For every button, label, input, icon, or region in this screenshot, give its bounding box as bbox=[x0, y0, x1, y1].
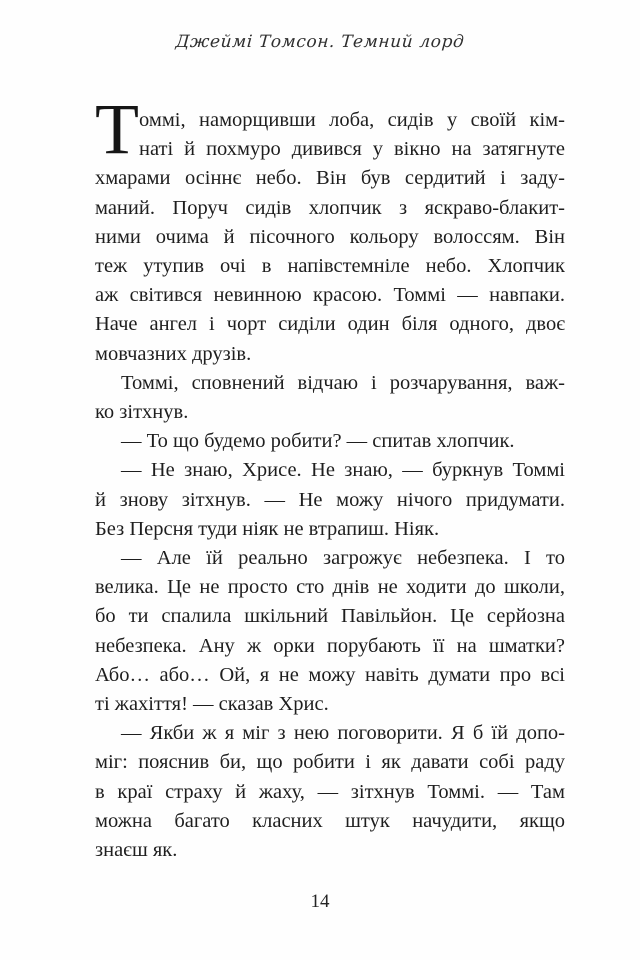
text-line: Томмі, сповнений відчаю і розчарування, важ- bbox=[121, 371, 565, 394]
paragraph bbox=[95, 544, 565, 719]
text-line: мовчазних друзів. bbox=[95, 342, 252, 365]
text-line: Або… або… Ой, я не можу навіть думати про всі bbox=[95, 663, 565, 686]
drop-cap: Т bbox=[95, 89, 139, 169]
text-line: міг: пояснив би, що робити і як давати собі раду bbox=[95, 751, 565, 774]
text-line: — Якби ж я міг з нею поговорити. Я б їй допо- bbox=[121, 722, 565, 745]
text-line: ко зітхнув. bbox=[95, 401, 189, 424]
text-line: теж утупив очі в напівстемніле небо. Хлопчик bbox=[95, 255, 565, 278]
text-line: й знову зітхнув. — Не можу нічого придумати. bbox=[95, 488, 565, 511]
text-line: ті жахіття! — сказав Хрис. bbox=[95, 693, 329, 716]
text-line: — Але їй реально загрожує небезпека. І то bbox=[121, 547, 565, 570]
text-line: маний. Поруч сидів хлопчик з яскраво-блакит- bbox=[95, 196, 565, 219]
paragraph bbox=[95, 89, 565, 369]
text-line: — То що будемо робити? — спитав хлопчик. bbox=[121, 430, 515, 453]
paragraph bbox=[95, 719, 565, 865]
paragraph bbox=[95, 369, 565, 427]
text-line: ними очима й пісочного кольору волоссям. Він bbox=[95, 225, 565, 248]
text-line: оммі, наморщивши лоба, сидів у своїй кім- bbox=[139, 109, 565, 131]
paragraph bbox=[95, 427, 565, 456]
text-line: небезпека. Ану ж орки порубають її на шматки? bbox=[95, 634, 565, 657]
text-line: Без Персня туди ніяк не втрапиш. Ніяк. bbox=[95, 517, 440, 540]
text-line: можна багато класних штук начудити, якщо bbox=[95, 809, 565, 832]
text-line: — Не знаю, Хрисе. Не знаю, — буркнув Томмі bbox=[121, 459, 565, 482]
text-line: велика. Це не просто сто днів не ходити до школи, bbox=[95, 576, 565, 599]
text-block bbox=[95, 89, 565, 865]
text-line: Наче ангел і чорт сиділи один біля одного, двоє bbox=[95, 313, 565, 336]
running-header: Джеймі Томсон. Темний лорд bbox=[174, 32, 466, 52]
text-line: в краї страху й жаху, — зітхнув Томмі. — Там bbox=[95, 780, 565, 803]
paragraph bbox=[95, 456, 565, 544]
page-number: 14 bbox=[310, 891, 330, 912]
text-line: бо ти спалила шкільний Павільйон. Це серйозна bbox=[95, 605, 565, 628]
text-line: знаєш як. bbox=[95, 839, 178, 862]
text-line: аж світився невинною красою. Томмі — навпаки. bbox=[95, 284, 565, 307]
text-line: наті й похмуро дивився у вікно на затягнуте bbox=[139, 138, 565, 161]
text-line: хмарами осіннє небо. Він був сердитий і заду- bbox=[95, 167, 565, 190]
